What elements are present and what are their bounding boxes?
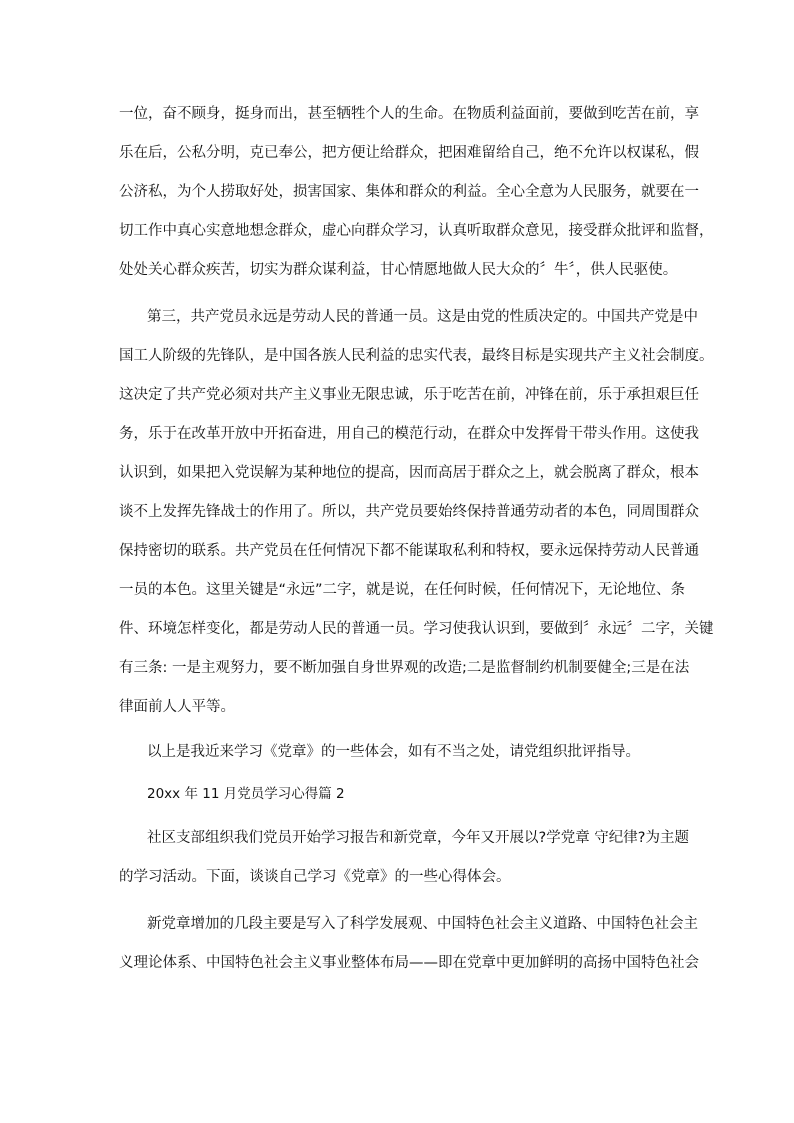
body-text-line: 保持密切的联系。共产党员在任何情况下都不能谋取私利和特权，要永远保持劳动人民普通 bbox=[119, 543, 699, 559]
paragraph-first-line: 以上是我近来学习《党章》的一些体会，如有不当之处，请党组织批评指导。 bbox=[147, 744, 640, 760]
paragraph-first-line: 社区支部组织我们党员开始学习报告和新党章，今年又开展以?学党章 守纪律?为主题 bbox=[147, 830, 689, 846]
body-text-line: 乐在后，公私分明，克已奉公，把方便让给群众，把困难留给自己，绝不允许以权谋私，假 bbox=[119, 145, 699, 161]
body-text-line: 务，乐于在改革开放中开拓奋进，用自己的模范行动，在群众中发挥骨干带头作用。这使我 bbox=[119, 426, 699, 442]
paragraph-first-line: 新党章增加的几段主要是写入了科学发展观、中国特色社会主义道路、中国特色社会主 bbox=[147, 916, 698, 932]
body-text-line: 一员的本色。这里关键是“永远”二字，就是说，在任何时候，任何情况下，无论地位、条 bbox=[119, 582, 686, 598]
body-text-line: 认识到，如果把入党误解为某种地位的提高，因而高居于群众之上，就会脱离了群众，根本 bbox=[119, 465, 699, 481]
paragraph-first-line: 第三，共产党员永远是劳动人民的普通一员。这是由党的性质决定的。中国共产党是中 bbox=[147, 309, 698, 325]
body-text-line: 公济私，为个人捞取好处，损害国家、集体和群众的利益。全心全意为人民服务，就要在一 bbox=[119, 184, 699, 200]
section-heading: 20xx 年 11 月党员学习心得篇 2 bbox=[147, 786, 345, 802]
body-text-line: 律面前人人平等。 bbox=[119, 699, 235, 715]
body-text-line: 有三条: 一是主观努力，要不断加强自身世界观的改造;二是监督制约机制要健全;三是在法 bbox=[119, 660, 690, 676]
body-text-line: 国工人阶级的先锋队，是中国各族人民利益的忠实代表，最终目标是实现共产主义社会制度。 bbox=[119, 348, 714, 364]
body-text-line: 这决定了共产党必须对共产主义事业无限忠诚，乐于吃苦在前，冲锋在前，乐于承担艰巨任 bbox=[119, 387, 699, 403]
body-text-line: 的学习活动。下面，谈谈自己学习《党章》的一些心得体会。 bbox=[119, 869, 511, 885]
body-text-line: 件、环境怎样变化，都是劳动人民的普通一员。学习使我认识到，要做到〞永远〞二字，关键 bbox=[119, 621, 714, 637]
body-text-line: 一位，奋不顾身，挺身而出，甚至牺牲个人的生命。在物质利益面前，要做到吃苦在前，享 bbox=[119, 106, 699, 122]
body-text-line: 义理论体系、中国特色社会主义事业整体布局——即在党章中更加鲜明的高扬中国特色社会 bbox=[119, 955, 699, 971]
body-text-line: 谈不上发挥先锋战士的作用了。所以，共产党员要始终保持普通劳动者的本色，同周围群众 bbox=[119, 504, 699, 520]
body-text-line: 处处关心群众疾苦，切实为群众谋利益，甘心情愿地做人民大众的〞牛〞，供人民驱使。 bbox=[119, 262, 678, 278]
body-text-line: 切工作中真心实意地想念群众，虚心向群众学习，认真听取群众意见，接受群众批评和监督， bbox=[119, 223, 714, 239]
